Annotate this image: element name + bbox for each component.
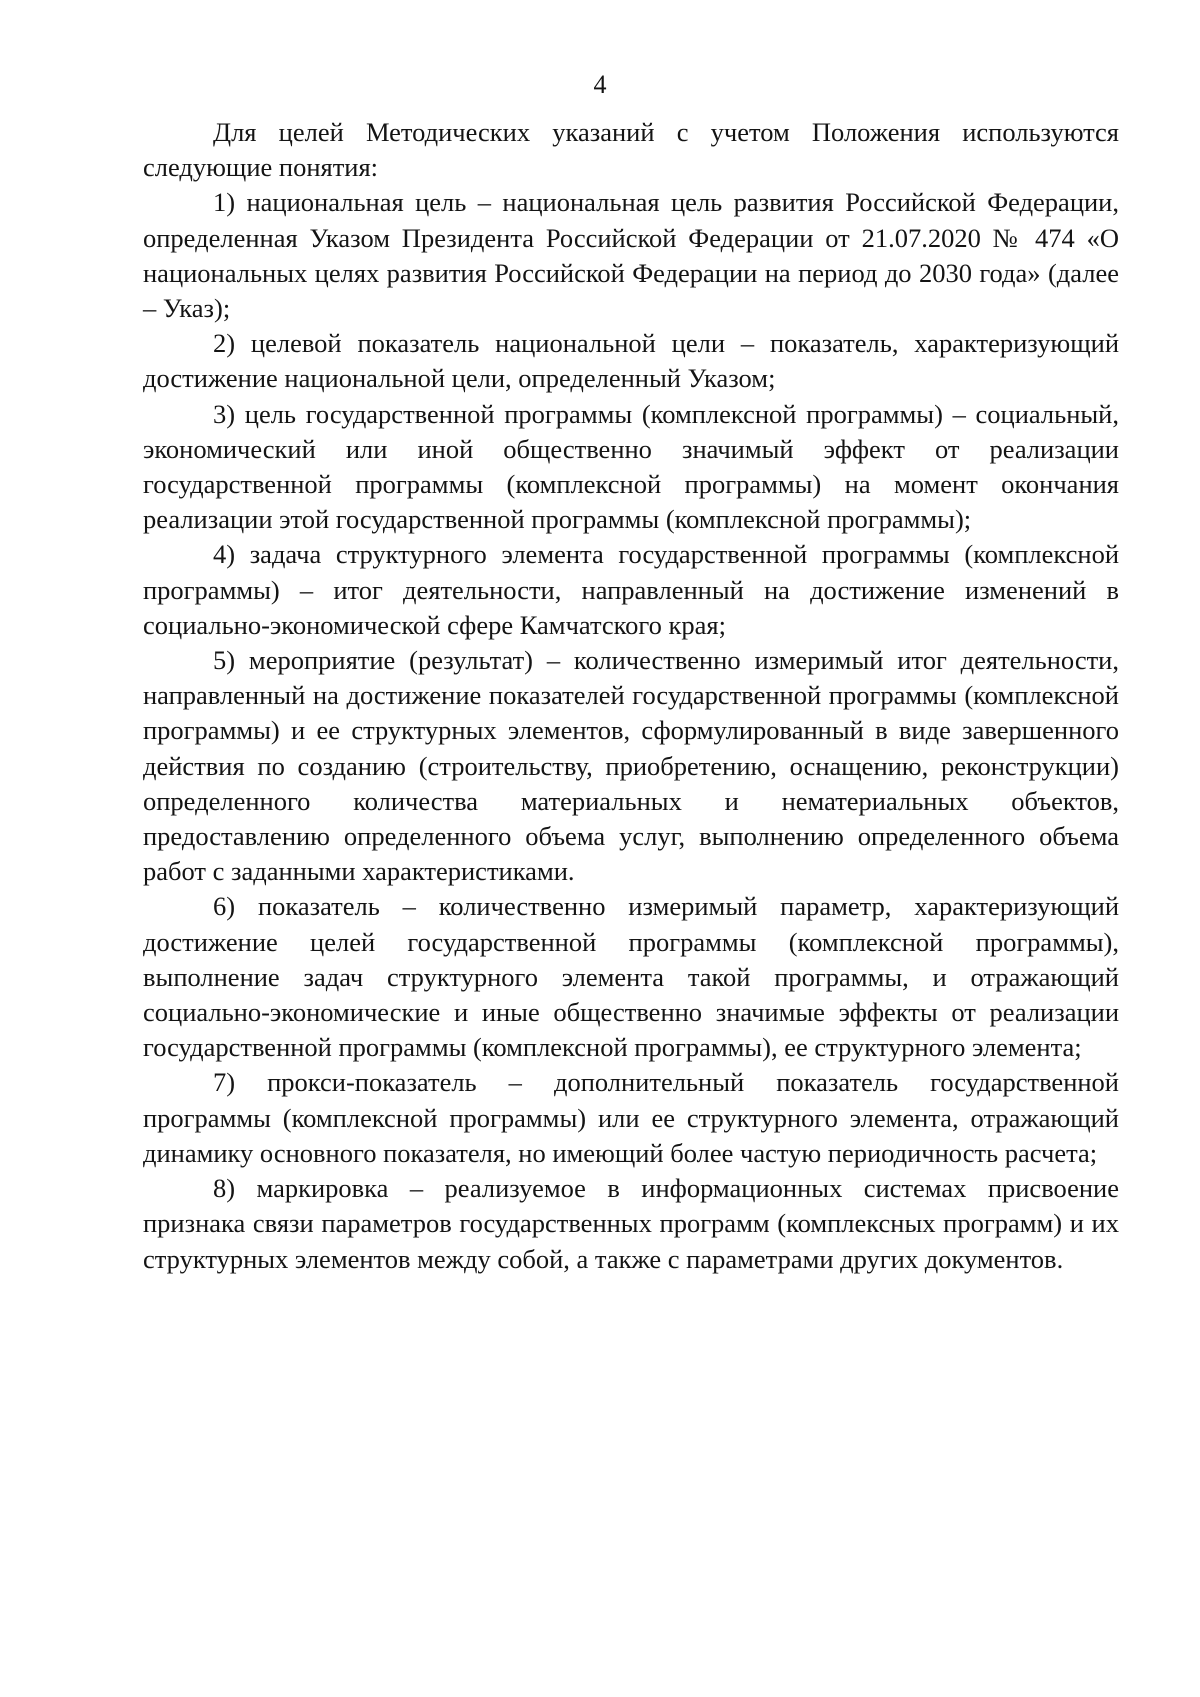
paragraph-definition-3: 3) цель государственной программы (комплексной программы) – социальный, экономический или иной общественно значимый эффект от реализации государственной программы (комплексной программы) на момент окончания реализации этой государственной программы (комплексной программы);	[143, 398, 1119, 535]
paragraph-definition-1: 1) национальная цель – национальная цель развития Российской Федерации, определенная Указом Президента Российской Федерации от 21.07.2020 № 474 «О национальных целях развития Российской Федерации на период до 2030 года» (далее – Указ);	[143, 187, 1119, 324]
paragraph-definition-5: 5) мероприятие (результат) – количественно измеримый итог деятельности, направленный на достижение показателей государственной программы (комплексной программы) и ее структурных элементов, сформулированный в виде завершенного действия по созданию (строительству, приобретению, оснащению, реконструкции) определенного количества материальных и нематериальных объектов, предоставлению определенного объема услуг, выполнению определенного объема работ с заданными характеристиками.	[143, 645, 1119, 887]
paragraph-intro: Для целей Методических указаний с учетом Положения используются следующие понятия:	[143, 117, 1119, 183]
paragraph-definition-6: 6) показатель – количественно измеримый параметр, характеризующий достижение целей государственной программы (комплексной программы), выполнение задач структурного элемента такой программы, и отражающий социально-экономические и иные общественно значимые эффекты от реализации государственной программы (комплексной программы), ее структурного элемента;	[143, 891, 1119, 1063]
paragraph-definition-2: 2) целевой показатель национальной цели – показатель, характеризующий достижение национальной цели, определенный Указом;	[143, 328, 1119, 394]
document-body	[143, 115, 1119, 1277]
page-number: 4	[593, 70, 607, 99]
paragraph-definition-4: 4) задача структурного элемента государственной программы (комплексной программы) – итог деятельности, направленный на достижение изменений в социально-экономической сфере Камчатского края;	[143, 539, 1119, 640]
paragraph-definition-8: 8) маркировка – реализуемое в информационных системах присвоение признака связи параметров государственных программ (комплексных программ) и их структурных элементов между собой, а также с параметрами других документов.	[143, 1173, 1119, 1274]
paragraph-definition-7: 7) прокси-показатель – дополнительный показатель государственной программы (комплексной программы) или ее структурного элемента, отражающий динамику основного показателя, но имеющий более частую периодичность расчета;	[143, 1067, 1119, 1168]
